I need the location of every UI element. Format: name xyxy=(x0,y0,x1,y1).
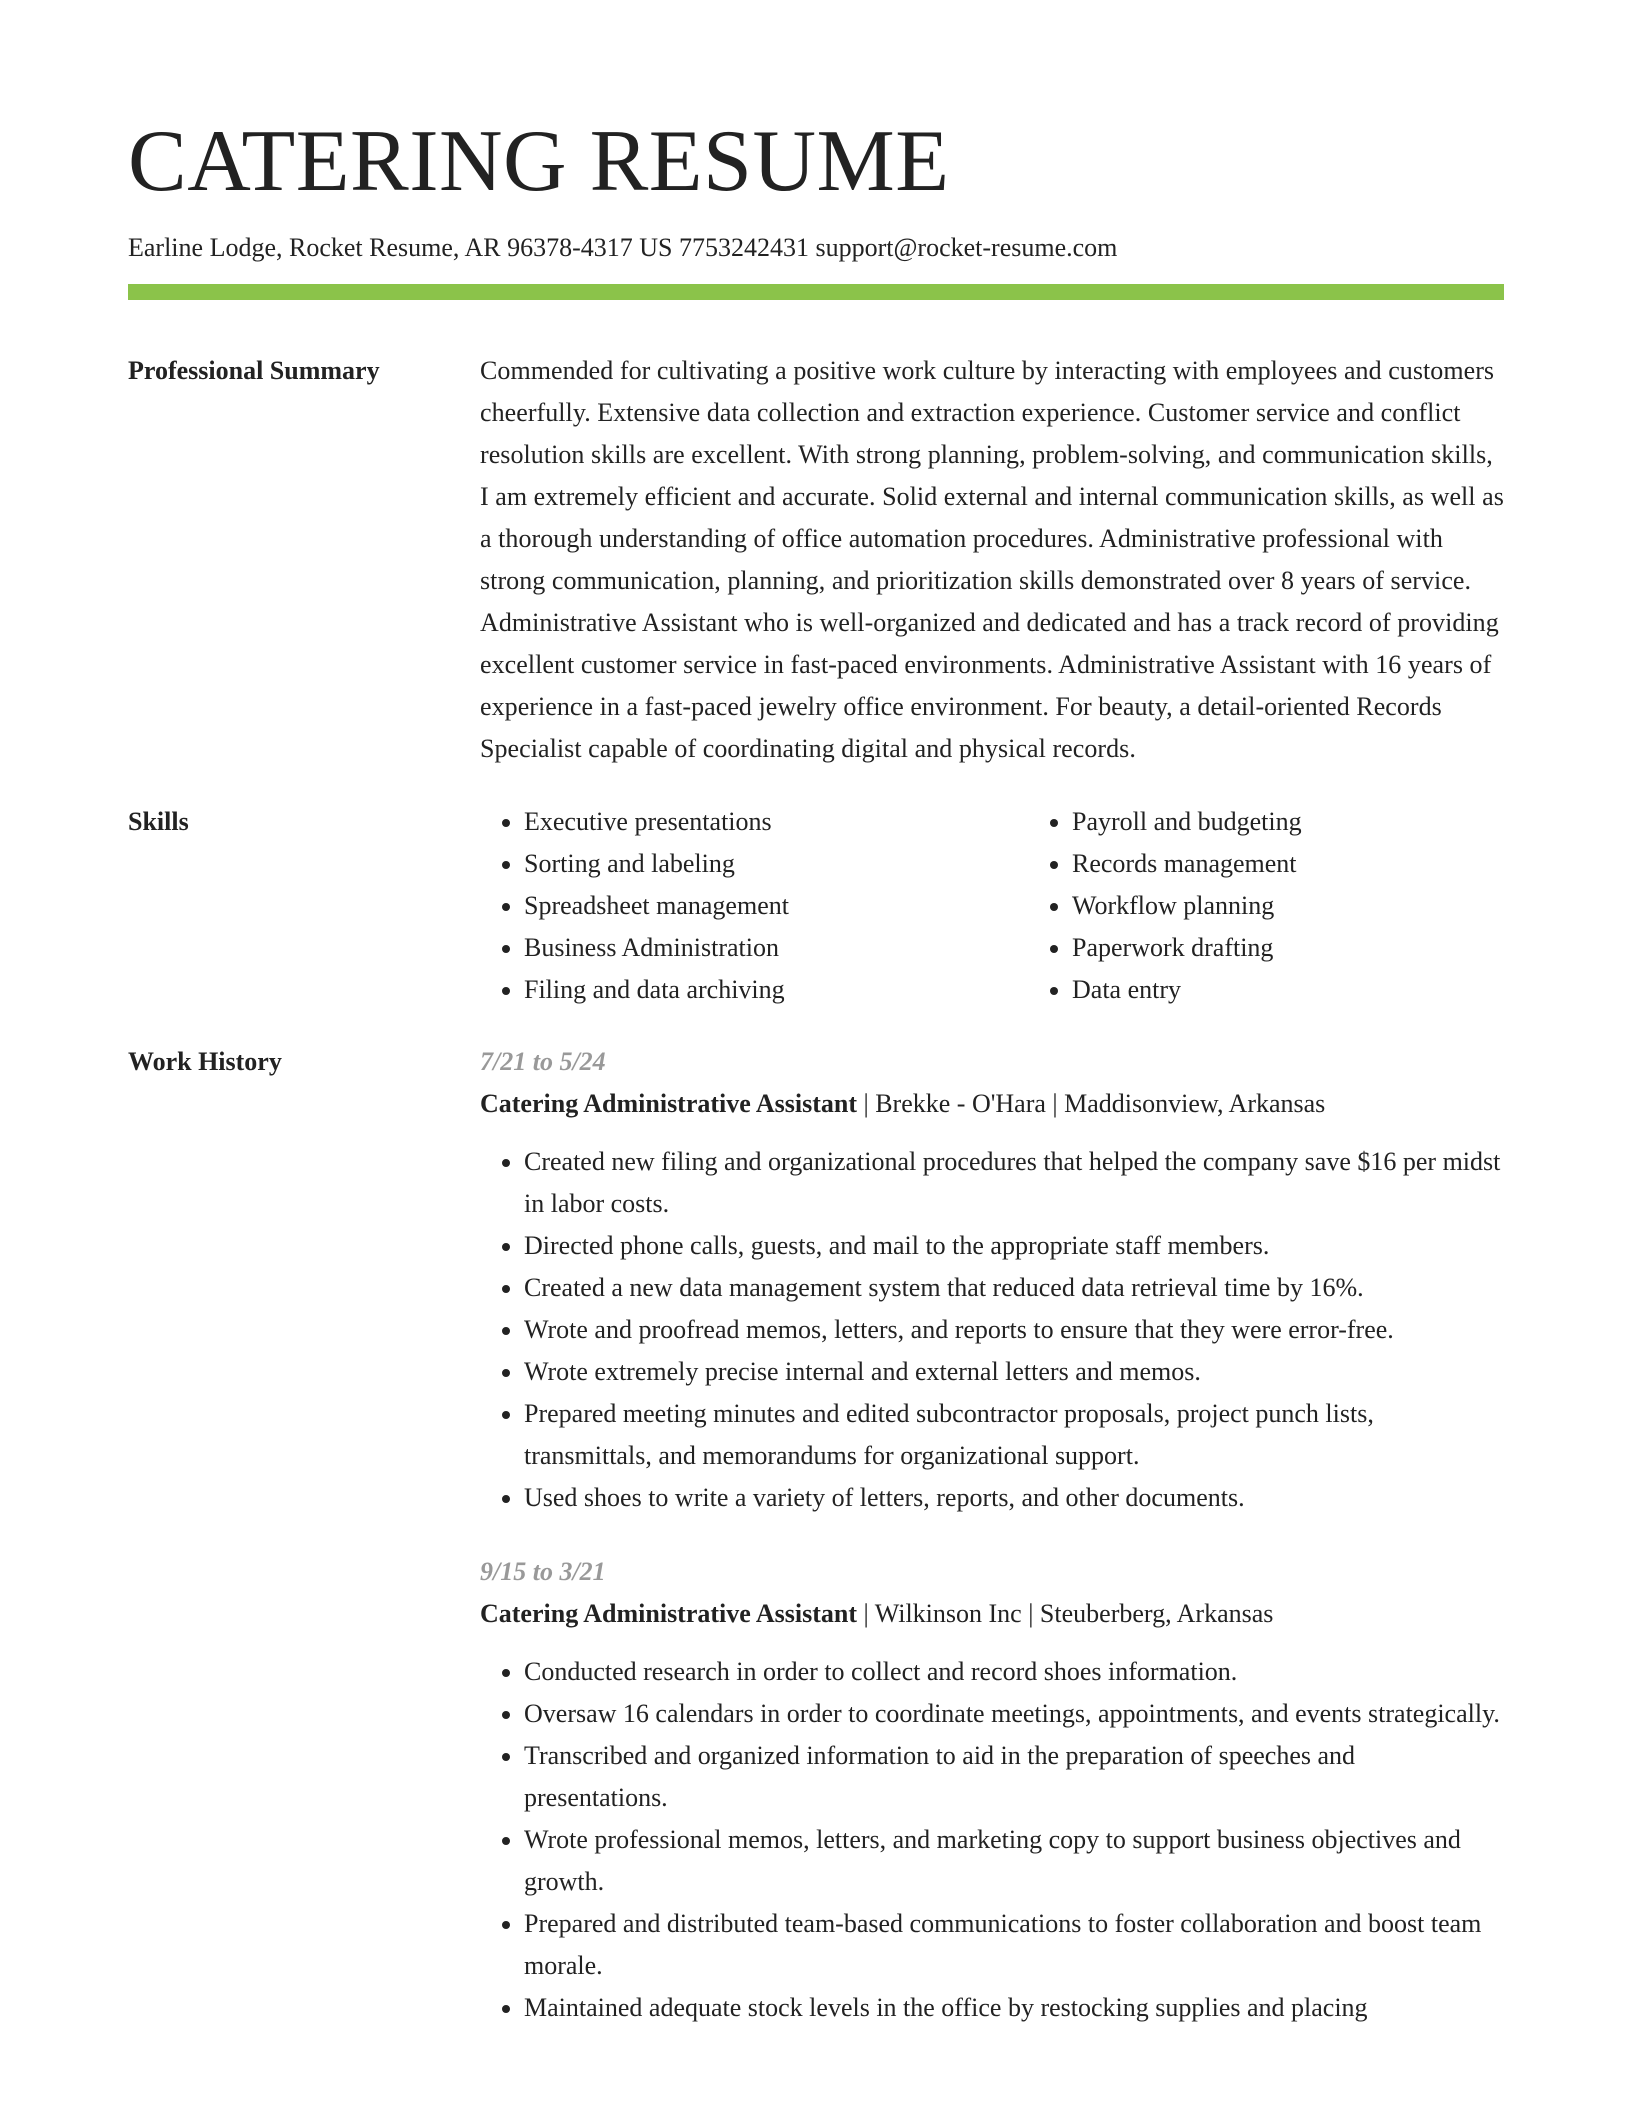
skill-item: • Business Administration xyxy=(524,927,1028,969)
summary-section xyxy=(128,350,1504,770)
summary-heading: Professional Summary xyxy=(128,356,380,385)
skills-body xyxy=(480,801,1576,1011)
job-duty: • Maintained adequate stock levels in the office by restocking supplies and placing xyxy=(524,1987,1504,2029)
job-duty: • Prepared meeting minutes and edited subcontractor proposals, project punch lists, transmittals, and memorandums for organizational support. xyxy=(524,1393,1504,1477)
job-duty: • Conducted research in order to collect and record shoes information. xyxy=(524,1651,1504,1693)
work-history-body xyxy=(480,1041,1504,2029)
job-employer-location: | Wilkinson Inc | Steuberberg, Arkansas xyxy=(857,1599,1274,1628)
job-duties-list xyxy=(480,1651,1504,2029)
skills-list-right xyxy=(1028,801,1576,1011)
summary-body xyxy=(480,350,1504,770)
job-duty: • Created new filing and organizational procedures that helped the company save $16 per midst in labor costs. xyxy=(524,1141,1504,1225)
job-duty: • Used shoes to write a variety of letters, reports, and other documents. xyxy=(524,1477,1504,1519)
skill-item: • Executive presentations xyxy=(524,801,1028,843)
skill-item: • Data entry xyxy=(1072,969,1576,1011)
skill-item: • Spreadsheet management xyxy=(524,885,1028,927)
job-duty: • Transcribed and organized information to aid in the preparation of speeches and presentations. xyxy=(524,1735,1504,1819)
job-duty: • Directed phone calls, guests, and mail to the appropriate staff members. xyxy=(524,1225,1504,1267)
job-duty: • Wrote extremely precise internal and external letters and memos. xyxy=(524,1351,1504,1393)
job-title: Catering Administrative Assistant xyxy=(480,1089,857,1118)
job-entry xyxy=(480,1551,1504,2029)
job-employer-location: | Brekke - O'Hara | Maddisonview, Arkansas xyxy=(857,1089,1326,1118)
resume-title: CATERING RESUME xyxy=(128,113,950,210)
accent-divider xyxy=(128,284,1504,300)
skill-item: • Records management xyxy=(1072,843,1576,885)
contact-line: Earline Lodge, Rocket Resume, AR 96378-4317 US 7753242431 support@rocket-resume.com xyxy=(128,233,1118,262)
skills-list-left xyxy=(480,801,1028,1011)
skill-item: • Payroll and budgeting xyxy=(1072,801,1576,843)
job-header xyxy=(480,1593,1504,1635)
skill-item: • Sorting and labeling xyxy=(524,843,1028,885)
job-duty: • Wrote and proofread memos, letters, and reports to ensure that they were error-free. xyxy=(524,1309,1504,1351)
skill-item: • Filing and data archiving xyxy=(524,969,1028,1011)
skill-item: • Workflow planning xyxy=(1072,885,1576,927)
summary-text: Commended for cultivating a positive work culture by interacting with employees and customers cheerfully. Extensive data collection and extraction experience. Customer service and conflict resolution skills are excellent. With strong planning, problem-solving, and communication skills, I am extremely efficient and accurate. Solid external and internal communication skills, as well as a thorough understanding of office automation procedures. Administrative professional with strong communication, planning, and prioritization skills demonstrated over 8 years of service. Administrative Assistant who is well-organized and dedicated and has a track record of providing excellent customer service in fast-paced environments. Administrative Assistant with 16 years of experience in a fast-paced jewelry office environment. For beauty, a detail-oriented Records Specialist capable of coordinating digital and physical records. xyxy=(480,356,1504,763)
job-entry xyxy=(480,1041,1504,1519)
skill-item: • Paperwork drafting xyxy=(1072,927,1576,969)
job-header xyxy=(480,1083,1504,1125)
job-title: Catering Administrative Assistant xyxy=(480,1599,857,1628)
job-duty: • Prepared and distributed team-based communications to foster collaboration and boost team morale. xyxy=(524,1903,1504,1987)
job-dates: 7/21 to 5/24 xyxy=(480,1047,606,1076)
work-history-heading: Work History xyxy=(128,1047,282,1076)
work-history-section xyxy=(128,1041,1504,2029)
skills-grid xyxy=(480,801,1576,1011)
skills-heading: Skills xyxy=(128,807,189,836)
skills-section xyxy=(128,801,1504,1011)
job-dates: 9/15 to 3/21 xyxy=(480,1557,606,1586)
job-duty: • Wrote professional memos, letters, and marketing copy to support business objectives and growth. xyxy=(524,1819,1504,1903)
job-duties-list xyxy=(480,1141,1504,1519)
job-duty: • Created a new data management system that reduced data retrieval time by 16%. xyxy=(524,1267,1504,1309)
job-duty: • Oversaw 16 calendars in order to coordinate meetings, appointments, and events strategically. xyxy=(524,1693,1504,1735)
